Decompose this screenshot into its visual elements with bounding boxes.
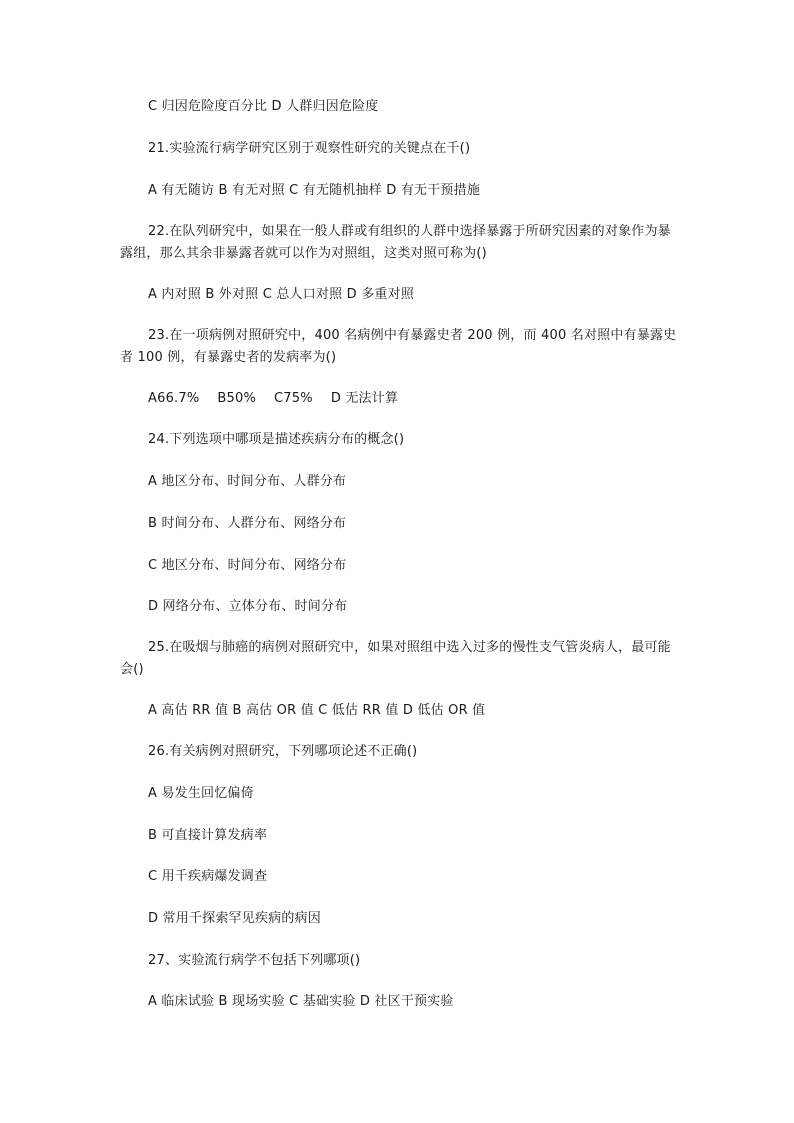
option-24a: A 地区分布、时间分布、人群分布: [148, 474, 347, 489]
answer-options-22: A 内对照 B 外对照 C 总人口对照 D 多重对照: [148, 287, 415, 302]
option-d: D 无法计算: [330, 391, 399, 406]
option-26d: D 常用千探索罕见疾病的病因: [148, 911, 321, 926]
option-24d: D 网络分布、立体分布、时间分布: [148, 599, 348, 614]
question-26: 26.有关病例对照研究，下列哪项论述不正确(): [148, 744, 418, 759]
option-26c: C 用千疾病爆发调查: [148, 869, 268, 884]
option-24b: B 时间分布、人群分布、网络分布: [148, 516, 347, 531]
option-26b: B 可直接计算发病率: [148, 828, 268, 843]
question-21: 21.实验流行病学研究区别于观察性研究的关键点在千(): [148, 141, 471, 156]
option-a: A66.7%: [148, 391, 200, 406]
option-24c: C 地区分布、时间分布、网络分布: [148, 558, 347, 573]
question-23: 23.在一项病例对照研究中，400 名病例中有暴露史者 200 例，而 400 名对照中有暴露史者 100 例，有暴露史者的发病率为(): [120, 328, 677, 365]
option-26a: A 易发生回忆偏倚: [148, 786, 254, 801]
answer-options-21: A 有无随访 B 有无对照 C 有无随机抽样 D 有无干预措施: [148, 183, 481, 198]
question-24: 24.下列选项中哪项是描述疾病分布的概念(): [148, 432, 405, 447]
answer-options-20: C 归因危险度百分比 D 人群归因危险度: [148, 99, 379, 114]
answer-options-27: A 临床试验 B 现场实验 C 基础实验 D 社区干预实验: [148, 994, 454, 1009]
answer-options-23: [148, 389, 398, 409]
option-c: C75%: [274, 391, 313, 406]
answer-options-25: A 高估 RR 值 B 高估 OR 值 C 低估 RR 值 D 低估 OR 值: [148, 703, 486, 718]
question-25: 25.在吸烟与肺癌的病例对照研究中，如果对照组中选入过多的慢性支气管炎病人，最可能会(): [120, 640, 671, 677]
question-27: 27、实验流行病学不包括下列哪项(): [148, 953, 361, 968]
option-b: B50%: [217, 391, 257, 406]
question-22: 22.在队列研究中，如果在一般人群或有组织的人群中选择暴露于所研究因素的对象作为暴露组，那么其余非暴露者就可以作为对照组，这类对照可称为(): [120, 224, 671, 261]
